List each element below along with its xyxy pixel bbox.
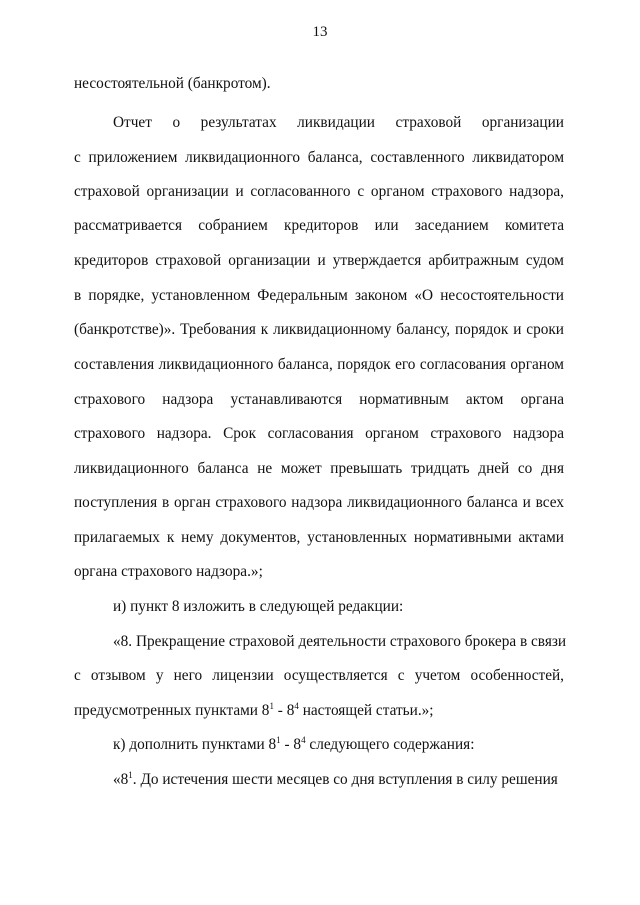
text-line-5: рассматривается собранием кредиторов или заседанием комитета bbox=[74, 217, 564, 234]
text-line-21 bbox=[113, 770, 558, 790]
text-segment: - 8 bbox=[280, 736, 302, 753]
text-segment: к) дополнить пунктами 8 bbox=[113, 736, 277, 753]
text-line-16: и) пункт 8 изложить в следующей редакции: bbox=[113, 598, 404, 615]
page-number: 13 bbox=[312, 24, 328, 40]
text-line-9: составления ликвидационного баланса, порядок его согласования органом bbox=[74, 356, 564, 373]
superscript: 4 bbox=[294, 701, 299, 711]
text-line-15: органа страхового надзора.»; bbox=[74, 563, 263, 580]
text-line-8: (банкротстве)». Требования к ликвидационному балансу, порядок и сроки bbox=[74, 321, 564, 338]
text-segment: . До истечения шести месяцев со дня вступления в силу решения bbox=[132, 771, 558, 788]
text-line-1: несостоятельной (банкротом). bbox=[74, 75, 271, 92]
text-line-12: ликвидационного баланса не может превышать тридцать дней со дня bbox=[74, 460, 564, 477]
text-line-17: «8. Прекращение страховой деятельности страхового брокера в связи bbox=[113, 633, 567, 650]
text-segment: предусмотренных пунктами 8 bbox=[74, 702, 270, 719]
text-line-10: страхового надзора устанавливаются нормативным актом органа bbox=[74, 391, 564, 408]
text-segment: настоящей статьи.»; bbox=[298, 702, 434, 719]
text-line-14: прилагаемых к нему документов, установленных нормативными актами bbox=[74, 529, 564, 546]
text-line-7: в порядке, установленном Федеральным законом «О несостоятельности bbox=[74, 287, 564, 304]
text-line-6: кредиторов страховой организации и утверждается арбитражным судом bbox=[74, 252, 564, 269]
text-line-18: с отзывом у него лицензии осуществляется с учетом особенностей, bbox=[74, 667, 564, 684]
text-segment: следующего содержания: bbox=[305, 736, 475, 753]
text-segment: «8 bbox=[113, 771, 129, 788]
text-line-13: поступления в орган страхового надзора ликвидационного баланса и всех bbox=[74, 494, 564, 511]
text-line-19 bbox=[74, 701, 564, 721]
text-line-2: Отчет о результатах ликвидации страховой организации bbox=[113, 114, 564, 131]
text-line-11: страхового надзора. Срок согласования органом страхового надзора bbox=[74, 425, 564, 442]
text-line-4: страховой организации и согласованного с органом страхового надзора, bbox=[74, 183, 564, 200]
superscript: 4 bbox=[301, 735, 306, 745]
text-segment: - 8 bbox=[273, 702, 295, 719]
text-line-3: с приложением ликвидационного баланса, составленного ликвидатором bbox=[74, 149, 564, 166]
superscript: 1 bbox=[128, 770, 133, 780]
text-line-20 bbox=[113, 735, 474, 755]
superscript: 1 bbox=[269, 701, 274, 711]
superscript: 1 bbox=[276, 735, 281, 745]
